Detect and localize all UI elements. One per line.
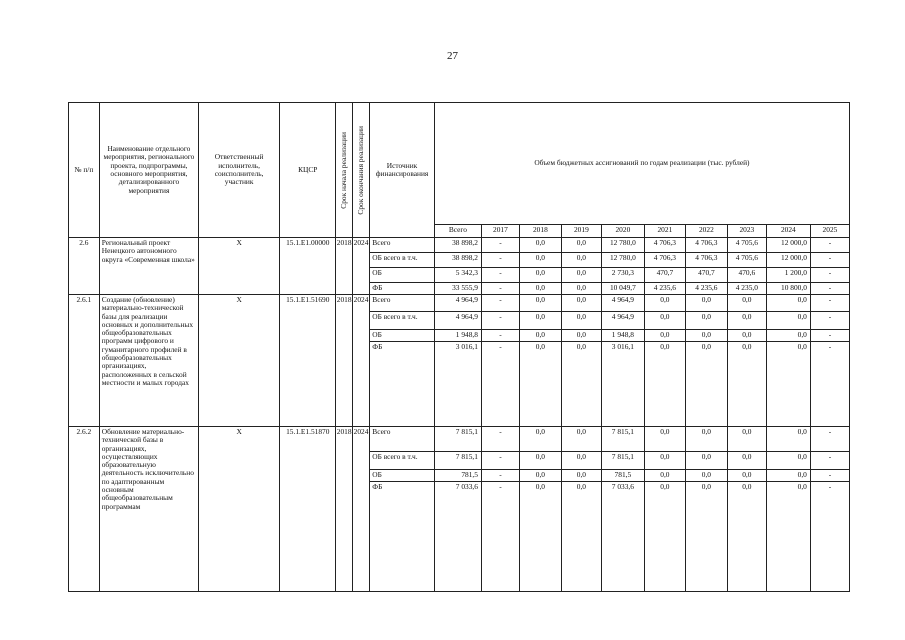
header-sub-2: 2018 xyxy=(519,225,561,238)
value-cell: 4 964,9 xyxy=(601,295,644,312)
value-cell: 0,0 xyxy=(519,253,561,268)
value-cell: - xyxy=(810,268,849,283)
value-cell: 4 706,3 xyxy=(685,253,727,268)
header-sub-3: 2019 xyxy=(561,225,601,238)
value-cell: 0,0 xyxy=(727,482,766,592)
source-cell: ОБ всего в т.ч. xyxy=(370,312,435,330)
value-cell: 4 705,6 xyxy=(727,253,766,268)
group-start: 2018 xyxy=(336,427,352,592)
group-num: 2.6 xyxy=(69,238,100,295)
value-cell: 470,6 xyxy=(727,268,766,283)
header-sub-6: 2022 xyxy=(685,225,727,238)
group-start: 2018 xyxy=(336,238,352,295)
group-name: Создание (обновление) материально-технической базы для реализации основных и дополнительных общеобразовательных программ цифрового и гуманитарного профилей в общеобразовательных организациях, расположенных в сельской местности и малых городах xyxy=(99,295,198,427)
value-cell: 4 235,6 xyxy=(644,283,685,295)
value-cell: 4 964,9 xyxy=(601,312,644,330)
value-cell: 0,0 xyxy=(561,482,601,592)
value-cell: 0,0 xyxy=(644,470,685,482)
value-cell: 0,0 xyxy=(561,427,601,452)
value-cell: 0,0 xyxy=(644,427,685,452)
value-cell: 0,0 xyxy=(644,342,685,427)
value-cell: 10 049,7 xyxy=(601,283,644,295)
value-cell: 4 706,3 xyxy=(685,238,727,253)
value-cell: 0,0 xyxy=(766,295,810,312)
value-cell: 0,0 xyxy=(644,312,685,330)
value-cell: - xyxy=(481,268,519,283)
value-cell: 0,0 xyxy=(644,452,685,470)
value-cell: - xyxy=(810,238,849,253)
value-cell: 7 815,1 xyxy=(601,427,644,452)
group-executor: Х xyxy=(199,295,280,427)
value-cell: 12 000,0 xyxy=(766,238,810,253)
source-cell: Всего xyxy=(370,427,435,452)
value-cell: 7 033,6 xyxy=(601,482,644,592)
value-cell: 3 016,1 xyxy=(434,342,481,427)
value-cell: 0,0 xyxy=(685,312,727,330)
value-cell: 0,0 xyxy=(644,482,685,592)
value-cell: 0,0 xyxy=(519,312,561,330)
group-end: 2024 xyxy=(352,238,369,295)
value-cell: - xyxy=(481,342,519,427)
value-cell: 470,7 xyxy=(685,268,727,283)
value-cell: 4 705,6 xyxy=(727,238,766,253)
header-executor: Ответственный исполнитель, соисполнитель, участник xyxy=(199,103,280,238)
header-name: Наименование отдельного мероприятия, регионального проекта, подпрограммы, основного мероприятия, детализированного мероприятия xyxy=(99,103,198,238)
value-cell: 0,0 xyxy=(685,470,727,482)
value-cell: - xyxy=(481,283,519,295)
value-cell: 4 706,3 xyxy=(644,253,685,268)
table-row xyxy=(69,427,850,452)
value-cell: - xyxy=(810,470,849,482)
value-cell: 38 898,2 xyxy=(434,253,481,268)
source-cell: ОБ xyxy=(370,330,435,342)
value-cell: 0,0 xyxy=(561,295,601,312)
value-cell: 0,0 xyxy=(519,482,561,592)
value-cell: 470,7 xyxy=(644,268,685,283)
value-cell: 12 780,0 xyxy=(601,238,644,253)
group-name: Обновление материально-технической базы в организациях, осуществляющих образовательную деятельность исключительно по адаптированным основным общеобразовательным программам xyxy=(99,427,198,592)
page-number: 27 xyxy=(447,50,458,62)
header-sub-7: 2023 xyxy=(727,225,766,238)
group-name: Региональный проект Ненецкого автономного округа «Современная школа» xyxy=(99,238,198,295)
value-cell: 1 200,0 xyxy=(766,268,810,283)
value-cell: 0,0 xyxy=(727,312,766,330)
value-cell: - xyxy=(810,295,849,312)
source-cell: ОБ всего в т.ч. xyxy=(370,452,435,470)
value-cell: 0,0 xyxy=(519,238,561,253)
group-kcsr: 15.1.Е1.51870 xyxy=(280,427,336,592)
header-source: Источник финансирования xyxy=(370,103,435,238)
value-cell: 7 815,1 xyxy=(434,452,481,470)
value-cell: 0,0 xyxy=(685,342,727,427)
header-end: Срок окончания реализации xyxy=(352,103,369,238)
value-cell: 0,0 xyxy=(766,470,810,482)
value-cell: 0,0 xyxy=(561,342,601,427)
group-num: 2.6.2 xyxy=(69,427,100,592)
group-executor: Х xyxy=(199,238,280,295)
value-cell: 0,0 xyxy=(727,470,766,482)
value-cell: - xyxy=(481,427,519,452)
value-cell: - xyxy=(481,470,519,482)
value-cell: - xyxy=(810,312,849,330)
value-cell: 4 706,3 xyxy=(644,238,685,253)
value-cell: 0,0 xyxy=(519,283,561,295)
group-end: 2024 xyxy=(352,295,369,427)
value-cell: 10 800,0 xyxy=(766,283,810,295)
value-cell: 4 235,0 xyxy=(727,283,766,295)
value-cell: 0,0 xyxy=(685,427,727,452)
value-cell: - xyxy=(810,283,849,295)
value-cell: 12 000,0 xyxy=(766,253,810,268)
value-cell: 0,0 xyxy=(561,470,601,482)
value-cell: 0,0 xyxy=(727,295,766,312)
source-cell: ФБ xyxy=(370,283,435,295)
value-cell: - xyxy=(810,253,849,268)
header-num: № п/п xyxy=(69,103,100,238)
value-cell: - xyxy=(481,312,519,330)
value-cell: 4 964,9 xyxy=(434,295,481,312)
value-cell: 0,0 xyxy=(519,342,561,427)
group-start: 2018 xyxy=(336,295,352,427)
value-cell: 0,0 xyxy=(561,452,601,470)
value-cell: - xyxy=(810,330,849,342)
source-cell: ОБ xyxy=(370,268,435,283)
value-cell: 7 033,6 xyxy=(434,482,481,592)
source-cell: Всего xyxy=(370,238,435,253)
value-cell: 1 948,8 xyxy=(434,330,481,342)
value-cell: 0,0 xyxy=(766,427,810,452)
header-start: Срок начала реализации xyxy=(336,103,352,238)
value-cell: - xyxy=(481,330,519,342)
value-cell: 3 016,1 xyxy=(601,342,644,427)
value-cell: 4 964,9 xyxy=(434,312,481,330)
value-cell: 5 342,3 xyxy=(434,268,481,283)
header-sub-1: 2017 xyxy=(481,225,519,238)
value-cell: 781,5 xyxy=(434,470,481,482)
value-cell: - xyxy=(810,342,849,427)
group-executor: Х xyxy=(199,427,280,592)
budget-table xyxy=(68,102,850,592)
value-cell: 0,0 xyxy=(766,312,810,330)
value-cell: 1 948,8 xyxy=(601,330,644,342)
value-cell: 0,0 xyxy=(685,452,727,470)
value-cell: 0,0 xyxy=(644,295,685,312)
value-cell: - xyxy=(481,295,519,312)
value-cell: 38 898,2 xyxy=(434,238,481,253)
table-row xyxy=(69,238,850,253)
value-cell: - xyxy=(481,452,519,470)
group-kcsr: 15.1.Е1.51690 xyxy=(280,295,336,427)
value-cell: 0,0 xyxy=(561,268,601,283)
value-cell: 33 555,9 xyxy=(434,283,481,295)
value-cell: - xyxy=(481,253,519,268)
source-cell: ОБ xyxy=(370,470,435,482)
value-cell: 0,0 xyxy=(561,283,601,295)
value-cell: 0,0 xyxy=(727,452,766,470)
header-budget: Объем бюджетных ассигнований по годам реализации (тыс. рублей) xyxy=(434,103,849,225)
value-cell: 0,0 xyxy=(561,253,601,268)
value-cell: 7 815,1 xyxy=(434,427,481,452)
value-cell: - xyxy=(481,482,519,592)
value-cell: 0,0 xyxy=(561,330,601,342)
header-sub-9: 2025 xyxy=(810,225,849,238)
value-cell: 0,0 xyxy=(519,470,561,482)
value-cell: 0,0 xyxy=(727,330,766,342)
value-cell: 12 780,0 xyxy=(601,253,644,268)
value-cell: - xyxy=(810,427,849,452)
value-cell: 0,0 xyxy=(519,295,561,312)
value-cell: 0,0 xyxy=(561,312,601,330)
header-sub-4: 2020 xyxy=(601,225,644,238)
value-cell: 0,0 xyxy=(519,427,561,452)
value-cell: 7 815,1 xyxy=(601,452,644,470)
value-cell: 0,0 xyxy=(766,330,810,342)
value-cell: 0,0 xyxy=(685,482,727,592)
header-sub-5: 2021 xyxy=(644,225,685,238)
value-cell: 0,0 xyxy=(519,268,561,283)
source-cell: Всего xyxy=(370,295,435,312)
source-cell: ФБ xyxy=(370,482,435,592)
value-cell: 0,0 xyxy=(727,427,766,452)
source-cell: ФБ xyxy=(370,342,435,427)
value-cell: 0,0 xyxy=(727,342,766,427)
value-cell: 0,0 xyxy=(561,238,601,253)
value-cell: 0,0 xyxy=(685,330,727,342)
source-cell: ОБ всего в т.ч. xyxy=(370,253,435,268)
value-cell: 0,0 xyxy=(685,295,727,312)
value-cell: 0,0 xyxy=(519,330,561,342)
group-end: 2024 xyxy=(352,427,369,592)
value-cell: 0,0 xyxy=(644,330,685,342)
value-cell: 2 730,3 xyxy=(601,268,644,283)
value-cell: 0,0 xyxy=(766,482,810,592)
value-cell: 781,5 xyxy=(601,470,644,482)
header-sub-8: 2024 xyxy=(766,225,810,238)
value-cell: 0,0 xyxy=(519,452,561,470)
group-kcsr: 15.1.Е1.00000 xyxy=(280,238,336,295)
header-sub-0: Всего xyxy=(434,225,481,238)
value-cell: 4 235,6 xyxy=(685,283,727,295)
header-kcsr: КЦСР xyxy=(280,103,336,238)
value-cell: 0,0 xyxy=(766,342,810,427)
value-cell: - xyxy=(810,482,849,592)
value-cell: - xyxy=(481,238,519,253)
value-cell: 0,0 xyxy=(766,452,810,470)
group-num: 2.6.1 xyxy=(69,295,100,427)
value-cell: - xyxy=(810,452,849,470)
table-row xyxy=(69,295,850,312)
